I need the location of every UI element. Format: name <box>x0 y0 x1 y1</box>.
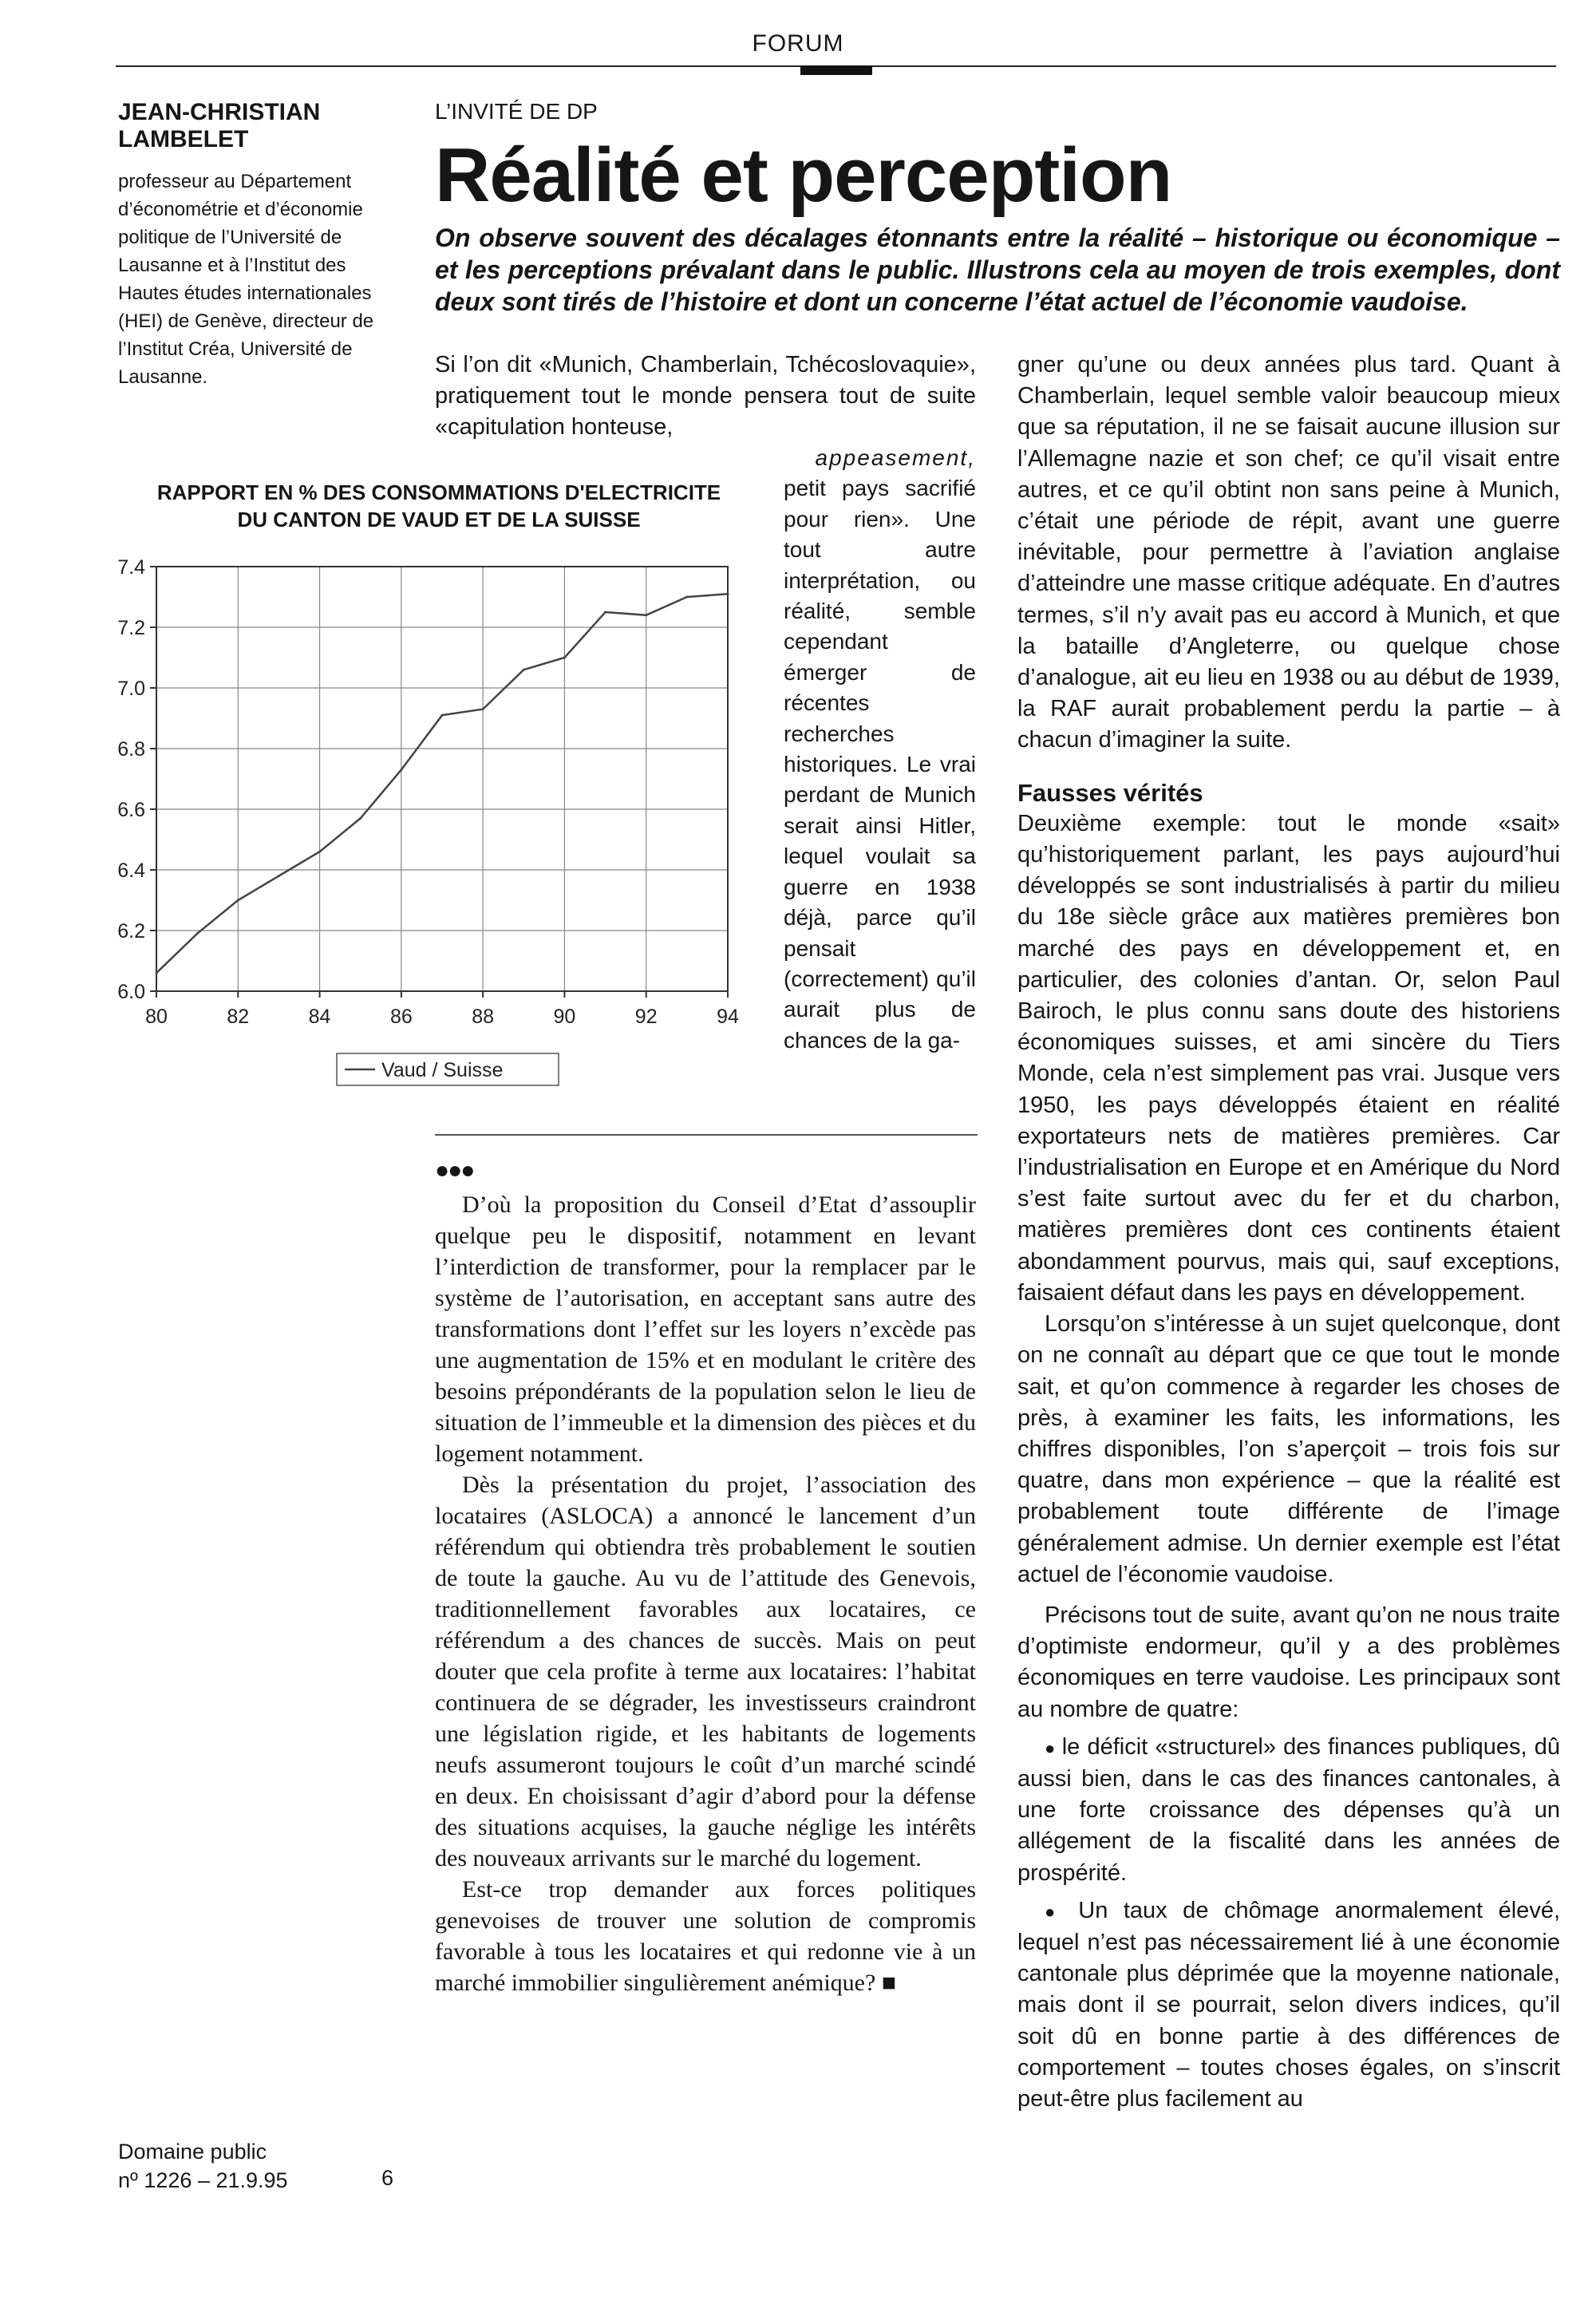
series-line-vaud-suisse <box>156 594 728 973</box>
author-name-line1: JEAN-CHRISTIAN <box>118 99 321 125</box>
data-point-85 <box>359 817 361 820</box>
x-tick-label: 92 <box>634 1006 658 1028</box>
chart-title-line1: RAPPORT EN % DES CONSOMMATIONS D'ELECTRICITE <box>156 480 721 504</box>
x-tick-label: 82 <box>227 1006 250 1028</box>
col2-bullet-2: ● Un taux de chômage anormalement élevé, lequel n’est pas nécessairement lié à une économie cantonale plus déprimée que la moyenne nationale, mais dont il se pourrait, selon divers indices, qu’il soit dû en bonne partie à des différences de comportement – toutes choses égales, on s’inscrit peut-être plus facilement au <box>1017 1895 1560 2115</box>
article-title: Réalité et perception <box>435 132 1172 218</box>
y-tick-label: 6.2 <box>117 920 145 943</box>
author-bio: professeur au Département d’économétrie et d’économie politique de l’Université de Lausanne et à l’Institut des Hautes études internationales (HEI) de Genève, directeur de l’Institut Créa, Université de Lausanne. <box>118 171 374 388</box>
data-point-80 <box>156 972 158 974</box>
chart-grid <box>156 567 728 991</box>
section-header: FORUM <box>752 30 844 57</box>
data-point-84 <box>318 851 321 853</box>
footer-publication-name: Domaine public <box>118 2140 267 2164</box>
x-tick-label: 94 <box>717 1006 739 1028</box>
data-point-89 <box>523 669 525 671</box>
data-point-82 <box>237 899 239 902</box>
col2-paragraph-1: gner qu’une ou deux années plus tard. Quant à Chamberlain, lequel semble valoir beaucoup mieux que sa réputation, il ne se faisait aucune illusion sur l’Allemagne nazie et son chef; ce qu’il visait entre autres, et ce qu’il obtint non sans peine à Munich, c’était une période de répit, avant une guerre inévitable, pour permettre à l’aviation anglaise d’atteindre une masse critique adéquate. En d’autres termes, s’il n’y avait pas eu accord à Munich, et que la bataille d’Angleterre, ou quelque chose d’analogue, ait eu lieu en 1938 ou au début de 1939, la RAF aurait probablement perdu la partie – à chacun d’imaginer la suite. <box>1017 352 1560 753</box>
plot-frame <box>156 567 728 991</box>
data-point-94 <box>727 593 729 595</box>
x-tick-label: 86 <box>389 1006 413 1028</box>
col1-wrap-word: appeasement, <box>815 445 976 470</box>
col2-paragraph-3: Lorsqu’on s’intéresse à un sujet quelconque, dont on ne connaît au départ que ce que tout le monde sait, et qu’on commence à regarder les choses de près, à examiner les faits, les informations, les chiffres disponibles, l’on s’aperçoit – trois fois sur quatre, dans mon expérience – que la réalité est probablement toute différente de l’image généralement admise. Un dernier exemple est l’état actuel de l’économie vaudoise. <box>1017 1311 1560 1587</box>
prev-paragraph-3: Est-ce trop demander aux forces politiques genevoises de trouver une solution de compromis favorable à tous les locataires et qui redonne vie à un marché immobilier singulièrement anémique? ■ <box>435 1876 976 1996</box>
col2-paragraph-4: Précisons tout de suite, avant qu’on ne nous traite d’optimiste endormeur, qu’il y a des problèmes économiques en terre vaudoise. Les principaux sont au nombre de quatre: <box>1017 1602 1560 1722</box>
x-tick-label: 80 <box>145 1006 168 1028</box>
col2-paragraph-2: Deuxième exemple: tout le monde «sait» qu’historiquement parlant, les pays aujourd’hui développés se sont industrialisés à partir du milieu du 18e siècle grâce aux matières premières bon marché des pays en développement et, en particulier, des colonies d’antan. Or, selon Paul Bairoch, le plus connu sans doute des historiens économiques suisses, et ami sincère du Tiers Monde, cela n’est simplement pas vrai. Jusque vers 1950, les pays développés étaient en réalité exportateurs nets de matières premières. Car l’industrialisation en Europe et en Amérique du Nord s’est faite surtout avec du fer et du charbon, matières premières dont ces continents étaient abondamment pourvus, mais qui, sauf exceptions, faisaient défaut dans les pays en développement. <box>1017 810 1560 1306</box>
header-tab-marker <box>800 65 872 75</box>
data-point-83 <box>278 875 280 877</box>
y-tick-label: 6.8 <box>117 738 145 761</box>
col1-intro-text: Si l’on dit «Munich, Chamberlain, Tchécoslovaquie», pratiquement tout le monde pensera tout de suite «capitulation honteuse, <box>435 352 976 441</box>
prev-paragraph-2: Dès la présentation du projet, l’association des locataires (ASLOCA) a annoncé le lancement d’un référendum qui obtiendra très probablement le soutien de toute la gauche. Au vu de l’attitude des Genevois, traditionnellement favorables aux locataires, ce référendum a des chances de succès. Mais on peut douter que cela profite à terme aux locataires: l’habitat continuera de se dégrader, les investisseurs craindront une législation rigide, et les habitants de logements neufs assumeront toujours le coût d’un marché scindé en deux. En choisissant d’agir d’abord pour la défense des situations acquises, la gauche néglige les intérêts des nouveaux arrivants sur le marché du logement. <box>435 1472 976 1871</box>
continuation-dots: ●●● <box>435 1157 474 1184</box>
y-tick-label: 7.0 <box>117 678 145 700</box>
y-tick-label: 6.6 <box>117 799 145 821</box>
data-point-90 <box>563 657 566 659</box>
col1-intro <box>435 350 976 444</box>
previous-article <box>435 1189 976 1998</box>
data-point-91 <box>604 611 606 614</box>
legend-label: Vaud / Suisse <box>381 1059 504 1081</box>
data-point-88 <box>482 708 484 710</box>
chart-title <box>112 479 766 533</box>
footer-issue: nº 1226 – 21.9.95 <box>118 2168 288 2192</box>
x-tick-label: 84 <box>308 1006 331 1028</box>
chart-legend <box>337 1053 559 1085</box>
col1-wrap <box>784 443 976 1056</box>
author-name <box>118 99 373 153</box>
col2-subhead: Fausses vérités <box>1017 778 1203 807</box>
col2-bullet-1: ● le déficit «structurel» des finances publiques, dû aussi bien, dans le cas des finances cantonales, à une forte croissance des dépenses qu’à un allégement de la fiscalité dans les années de prospérité. <box>1017 1732 1560 1889</box>
footer-publication <box>118 2137 288 2195</box>
data-point-93 <box>685 596 688 599</box>
col2 <box>1017 350 1560 2115</box>
electricity-ratio-chart <box>104 551 758 1101</box>
chart-points <box>156 593 729 974</box>
x-tick-label: 90 <box>553 1006 576 1028</box>
chart-title-line2: DU CANTON DE VAUD ET DE LA SUISSE <box>237 508 641 532</box>
page-number: 6 <box>381 2166 394 2190</box>
article-kicker: L’INVITÉ DE DP <box>435 99 598 124</box>
prev-paragraph-1: D’où la proposition du Conseil d’Etat d’assouplir quelque peu le dispositif, notamment en levant l’interdiction de transformer, pour la remplacer par le système de l’autorisation, en acceptant sans autre des transformations dont l’effet sur les loyers n’excède pas une augmentation de 15% et en modulant le critère des besoins prépondérants de la population selon le lieu de situation de l’immeuble et la dimension des pièces et du logement notamment. <box>435 1191 976 1467</box>
author-name-line2: LAMBELET <box>118 126 249 152</box>
x-tick-label: 88 <box>472 1006 495 1028</box>
article-lead: On observe souvent des décalages étonnants entre la réalité – historique ou économique – et les perceptions prévalant dans le public. Illustrons cela au moyen de trois exemples, dont deux sont tirés de l’histoire et dont un concerne l’état actuel de l’économie vaudoise. <box>435 223 1560 316</box>
col1-wrap-text: petit pays sacrifié pour rien». Une tout autre interprétation, ou réalité, semble cependant émerger de récentes recherches historiques. Le vrai perdant de Munich serait ainsi Hitler, lequel voulait sa guerre en 1938 déjà, parce qu’il pensait (correctement) qu’il aurait plus de chances de la ga- <box>784 476 976 1053</box>
data-point-87 <box>441 714 444 717</box>
article-separator-rule <box>435 1134 978 1136</box>
data-point-92 <box>645 614 647 616</box>
data-point-86 <box>400 769 402 771</box>
y-tick-label: 7.4 <box>117 556 145 579</box>
y-tick-label: 6.4 <box>117 860 145 882</box>
data-point-81 <box>196 932 199 935</box>
y-tick-label: 6.0 <box>117 981 145 1003</box>
y-tick-label: 7.2 <box>117 617 145 639</box>
